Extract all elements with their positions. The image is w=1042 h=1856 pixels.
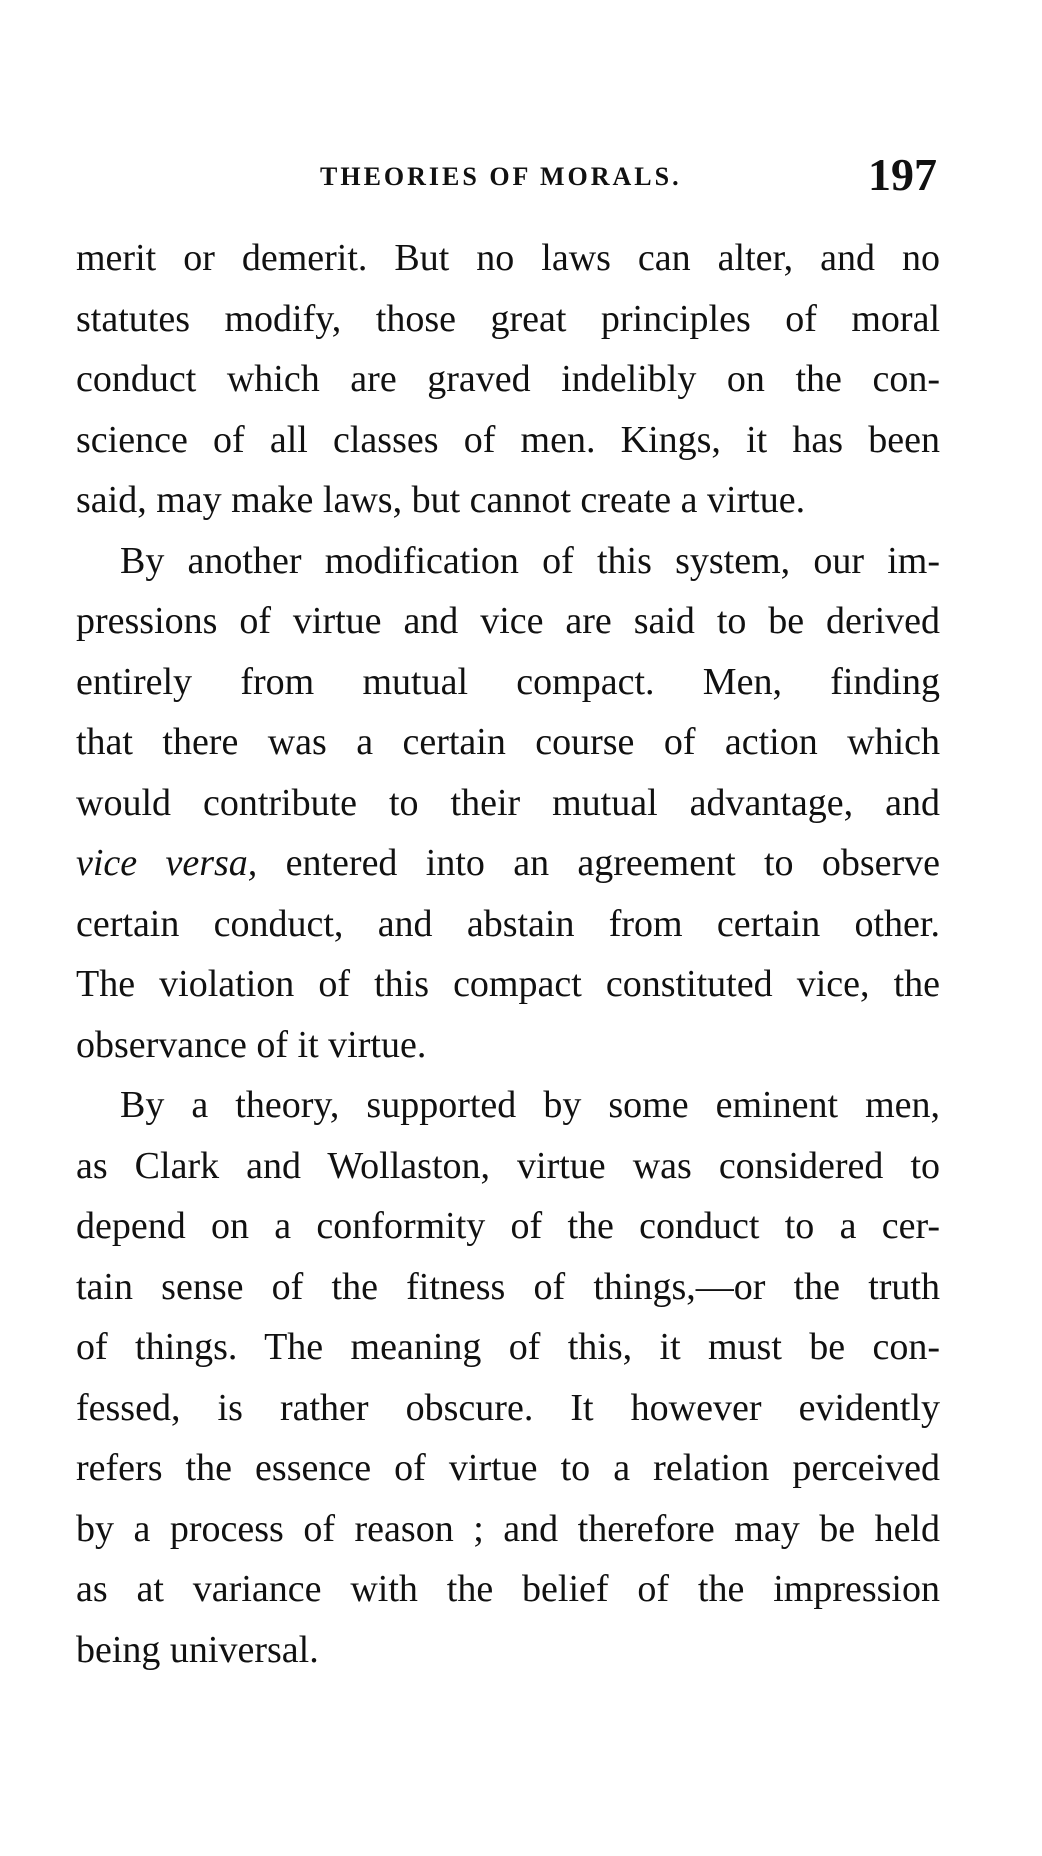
text-line: conduct which are graved indelibly on the con- (76, 358, 940, 400)
text-line: fessed, is rather obscure. It however evidently (76, 1386, 940, 1429)
text-line: observance of it virtue. (76, 1023, 427, 1066)
text-line: being universal. (76, 1628, 319, 1671)
page-number: 197 (868, 149, 937, 200)
text-line: depend on a conformity of the conduct to a cer- (76, 1205, 940, 1247)
running-head (0, 148, 1042, 208)
text-line: that there was a certain course of action which (76, 721, 940, 763)
text-line: by a process of reason ; and therefore may be held (76, 1507, 940, 1550)
text-line: would contribute to their mutual advantage, and (76, 781, 940, 824)
italic-phrase: vice versa, (76, 842, 258, 884)
text-line: said, may make laws, but cannot create a virtue. (76, 479, 806, 521)
text-line-with-italic (76, 833, 940, 894)
text-line: pressions of virtue and vice are said to be derived (76, 600, 940, 642)
paragraph-3 (76, 1075, 940, 1680)
running-title: THEORIES OF MORALS. (320, 162, 682, 191)
text-line: of things. The meaning of this, it must be con- (76, 1326, 940, 1368)
text-line: as Clark and Wollaston, virtue was considered to (76, 1144, 940, 1187)
text-line: statutes modify, those great principles of moral (76, 297, 940, 340)
text-line: The violation of this compact constituted vice, the (76, 963, 940, 1005)
text-line: entirely from mutual compact. Men, finding (76, 660, 940, 703)
body-text (76, 228, 940, 1680)
text-line: refers the essence of virtue to a relation perceived (76, 1447, 940, 1489)
paragraph-2 (76, 531, 940, 1076)
text-line: By a theory, supported by some eminent men, (120, 1084, 940, 1126)
text-line: certain conduct, and abstain from certain other. (76, 902, 940, 945)
text-line: science of all classes of men. Kings, it has been (76, 418, 940, 461)
text-line: merit or demerit. But no laws can alter, and no (76, 237, 940, 279)
text-line-rest: entered into an agreement to observe (285, 842, 941, 884)
text-line: By another modification of this system, our im- (120, 539, 940, 582)
text-line: as at variance with the belief of the impression (76, 1568, 940, 1610)
paragraph-1 (76, 228, 940, 531)
text-line: tain sense of the fitness of things,—or the truth (76, 1265, 940, 1308)
